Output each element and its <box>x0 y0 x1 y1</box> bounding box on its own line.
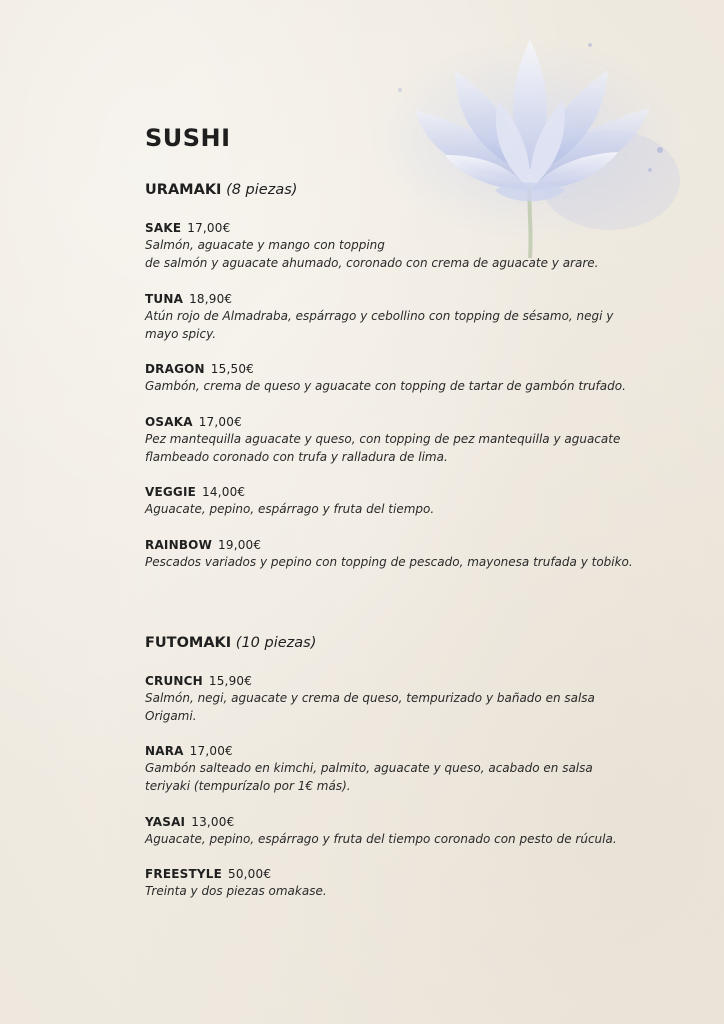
menu-item-tuna <box>145 291 613 343</box>
item-description: Salmón, negi, aguacate y crema de queso, tempurizado y bañado en salsa Origami. <box>145 691 595 723</box>
section-pieces: (8 piezas) <box>226 182 298 198</box>
menu-item-dragon <box>145 361 626 396</box>
page-title: SUSHI <box>145 124 231 152</box>
section-name: URAMAKI <box>145 182 222 198</box>
menu-item-yasai <box>145 814 617 849</box>
item-price: 19,00€ <box>218 538 262 552</box>
section-heading <box>145 180 665 200</box>
menu-item-osaka <box>145 414 620 466</box>
item-name: OSAKA <box>145 415 193 429</box>
item-name: VEGGIE <box>145 485 197 499</box>
item-price: 15,90€ <box>208 674 253 688</box>
item-name: RAINBOW <box>145 538 213 552</box>
menu-content <box>145 120 665 898</box>
item-price: 14,00€ <box>202 485 246 499</box>
item-description: Pescados variados y pepino con topping de pescado, mayonesa trufada y tobiko. <box>145 555 633 569</box>
item-name: NARA <box>145 744 184 758</box>
item-name: CRUNCH <box>145 674 203 688</box>
item-description: Aguacate, pepino, espárrago y fruta del tiempo coronado con pesto de rúcula. <box>145 832 617 846</box>
item-description: Salmón, aguacate y mango con topping de salmón y aguacate ahumado, coronado con crema de aguacate y arare. <box>145 238 599 270</box>
section-uramaki <box>145 180 665 569</box>
menu-item-crunch <box>145 673 595 725</box>
item-name: SAKE <box>145 221 182 235</box>
item-description: Pez mantequilla aguacate y queso, con topping de pez mantequilla y aguacate flambeado coronado con trufa y ralladura de lima. <box>145 432 621 464</box>
section-heading <box>145 633 665 653</box>
menu-item-rainbow <box>145 537 633 572</box>
section-name: FUTOMAKI <box>145 635 232 651</box>
item-name: YASAI <box>145 815 186 829</box>
menu-item-veggie <box>145 484 434 519</box>
item-description: Gambón, crema de queso y aguacate con topping de tartar de gambón trufado. <box>145 379 626 393</box>
item-price: 13,00€ <box>191 815 235 829</box>
item-price: 17,00€ <box>198 415 242 429</box>
item-price: 17,00€ <box>187 221 231 235</box>
item-price: 18,90€ <box>189 292 233 306</box>
menu-item-sake <box>145 220 598 272</box>
item-price: 15,50€ <box>210 362 254 376</box>
section-pieces: (10 piezas) <box>235 635 317 651</box>
section-futomaki <box>145 633 665 898</box>
item-description: Atún rojo de Almadraba, espárrago y cebollino con topping de sésamo, negi y mayo spicy. <box>145 309 614 341</box>
item-description: Aguacate, pepino, espárrago y fruta del tiempo. <box>145 502 435 516</box>
item-name: DRAGON <box>145 362 205 376</box>
item-price: 50,00€ <box>228 867 272 881</box>
item-name: TUNA <box>145 292 184 306</box>
item-price: 17,00€ <box>189 744 233 758</box>
menu-item-nara <box>145 743 593 795</box>
item-description: Treinta y dos piezas omakase. <box>145 884 327 898</box>
item-description: Gambón salteado en kimchi, palmito, aguacate y queso, acabado en salsa teriyaki (tempurízalo por 1€ más). <box>145 761 593 793</box>
menu-item-freestyle <box>145 866 327 901</box>
item-name: FREESTYLE <box>145 867 222 881</box>
